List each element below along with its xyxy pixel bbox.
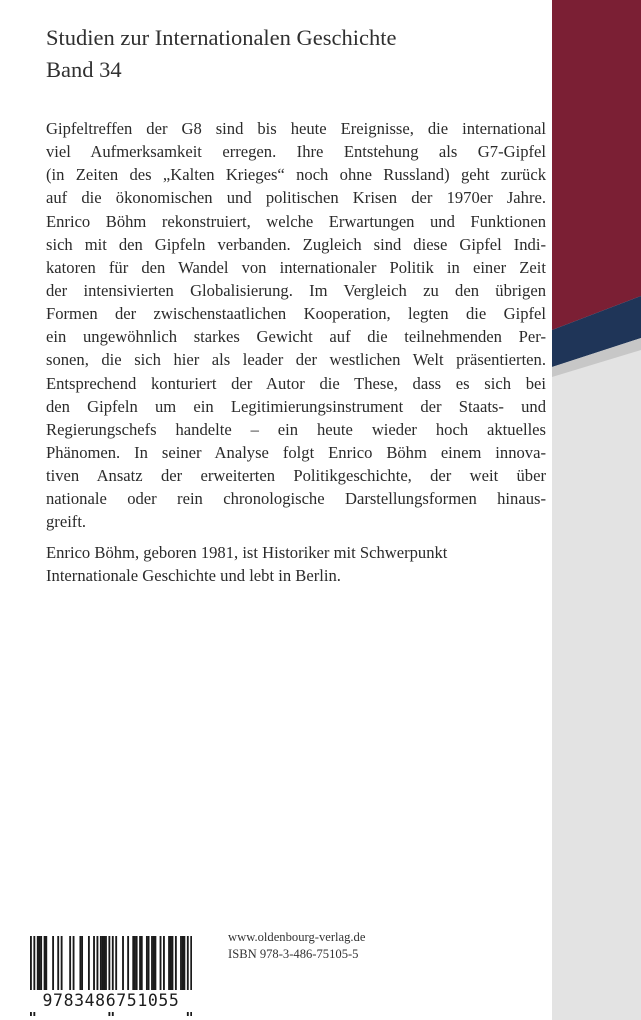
description-line: ein ungewöhnlich starkes Gewicht auf die teilnehmenden Per- — [46, 327, 546, 347]
description-line: sich mit den Gipfeln verbanden. Zugleich sind diese Gipfel Indi- — [46, 234, 546, 254]
publisher-info — [228, 929, 365, 963]
barcode-bar — [81, 936, 83, 992]
barcode-bar — [61, 936, 63, 992]
publisher-website: www.oldenbourg-verlag.de — [228, 930, 366, 944]
barcode-bar — [182, 936, 184, 992]
barcode-bar — [151, 936, 153, 992]
barcode-bar — [127, 936, 129, 992]
description-line: Regierungschefs handelte – ein heute wieder hoch aktuelles — [46, 419, 546, 439]
barcode-bar — [79, 936, 81, 992]
decorative-color-band — [552, 0, 641, 1020]
description-line: greift. — [46, 512, 87, 532]
barcode-bar — [139, 936, 141, 992]
barcode-bar — [93, 936, 95, 992]
description-line: Formen der zwischenstaatlichen Kooperation, legten die Gipfel — [46, 304, 546, 324]
barcode-bar — [97, 936, 99, 992]
description-line: nationale oder rein chronologische Darstellungsformen hinaus- — [46, 489, 546, 509]
description-line: Enrico Böhm rekonstruiert, welche Erwartungen und Funktionen — [46, 211, 546, 231]
barcode-bar — [168, 936, 170, 992]
barcode-bar — [39, 936, 41, 992]
barcode-bar — [88, 936, 90, 992]
barcode-bar — [115, 936, 117, 992]
barcode-digits: 9783486751055 — [30, 990, 192, 1012]
barcode-bar — [103, 936, 105, 992]
barcode-bar — [134, 936, 136, 992]
author-bio-line: Enrico Böhm, geboren 1981, ist Historiker mit Schwerpunkt — [46, 543, 448, 562]
barcode-bar — [154, 936, 156, 992]
barcode-bar — [148, 936, 150, 992]
description-line: Gipfeltreffen der G8 sind bis heute Ereignisse, die international — [46, 119, 546, 138]
description-line: sonen, die sich hier als leader der westlichen Welt präsentierten. — [46, 350, 546, 370]
barcode-bar — [52, 936, 54, 992]
barcode-bar — [57, 936, 59, 992]
series-volume: Band 34 — [46, 57, 122, 82]
author-bio-line: Internationale Geschichte und lebt in Berlin. — [46, 566, 341, 586]
barcode-bar — [44, 936, 46, 992]
barcode-bar — [40, 936, 42, 992]
barcode-bar — [180, 936, 182, 992]
barcode-bar — [146, 936, 148, 992]
barcode-bar — [105, 936, 107, 992]
barcode-bar — [183, 936, 185, 992]
description-line: katoren für den Wandel von internationaler Politik in einer Zeit — [46, 257, 546, 277]
barcode-bar — [102, 936, 104, 992]
barcode-bar — [175, 936, 177, 992]
series-heading — [46, 22, 397, 86]
barcode-bar — [69, 936, 71, 992]
barcode-bar — [73, 936, 75, 992]
barcode-bar — [132, 936, 134, 992]
description-paragraph — [46, 117, 546, 534]
description-line: Entsprechend konturiert der Autor die These, dass es sich bei — [46, 373, 546, 393]
description-line: tiven Ansatz der erweiterten Politikgeschichte, der weit über — [46, 466, 546, 486]
barcode-bar — [136, 936, 138, 992]
barcode-bar — [153, 936, 155, 992]
barcode-bar — [170, 936, 172, 992]
barcode-bar — [160, 936, 162, 992]
description-line: viel Aufmerksamkeit erregen. Ihre Entstehung als G7-Gipfel — [46, 142, 546, 162]
description-line: auf die ökonomischen und politischen Krisen der 1970er Jahre. — [46, 188, 546, 208]
description-line: den Gipfeln um ein Legitimierungsinstrument der Staats- und — [46, 396, 546, 416]
description-line: (in Zeiten des „Kalten Krieges“ noch ohne Russland) geht zurück — [46, 165, 546, 185]
barcode-bar — [37, 936, 39, 992]
barcode-bar — [122, 936, 124, 992]
band-red-field — [552, 0, 641, 330]
author-bio — [46, 541, 546, 587]
description-line: der intensivierten Globalisierung. Im Vergleich zu den übrigen — [46, 280, 546, 300]
barcode-bar — [141, 936, 143, 992]
barcode-bar — [172, 936, 174, 992]
barcode-bar — [163, 936, 165, 992]
isbn-number: ISBN 978-3-486-75105-5 — [228, 947, 359, 961]
description-line: Phänomen. In seiner Analyse folgt Enrico Böhm einem innova- — [46, 442, 546, 462]
series-title: Studien zur Internationalen Geschichte — [46, 25, 397, 50]
barcode-bar — [100, 936, 102, 992]
barcode-bar — [45, 936, 47, 992]
